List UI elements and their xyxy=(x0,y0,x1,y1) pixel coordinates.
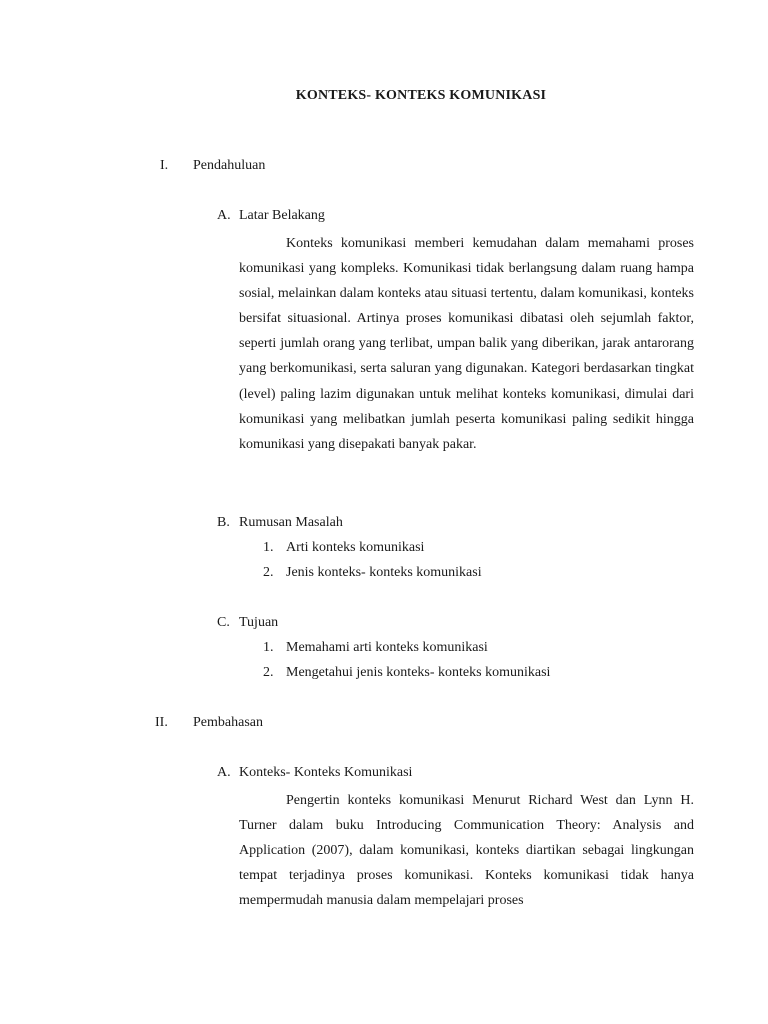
section-2-heading: Pembahasan xyxy=(193,715,263,730)
konteks-komunikasi-paragraph: Pengertin konteks komunikasi Menurut Richard West dan Lynn H. Turner dalam buku Introducing Communication Theory: Analysis and Application (2007), dalam komunikasi, konteks diartikan sebagai lingkungan tempat terjadinya proses komunikasi. Konteks komunikasi tidak hanya mempermudah manusia dalam mempelajari proses xyxy=(239,793,694,909)
subsection-2a-heading: Konteks- Konteks Komunikasi xyxy=(239,765,413,780)
list-item: Arti konteks komunikasi xyxy=(286,540,425,555)
latar-belakang-paragraph: Konteks komunikasi memberi kemudahan dalam memahami proses komunikasi yang kompleks. Komunikasi tidak berlangsung dalam ruang hampa sosial, melainkan dalam konteks atau situasi tertentu, dalam komunikasi, konteks bersifat situasional. Artinya proses komunikasi dibatasi oleh sejumlah faktor, seperti jumlah orang yang terlibat, umpan balik yang diberikan, jarak antarorang yang berkomunikasi, serta saluran yang digunakan. Kategori berdasarkan tingkat (level) paling lazim digunakan untuk melihat konteks komunikasi, dimulai dari komunikasi yang melibatkan jumlah peserta komunikasi paling sedikit hingga komunikasi yang disepakati banyak pakar. xyxy=(239,236,694,452)
section-1-heading: Pendahuluan xyxy=(193,158,266,173)
subsection-2a-letter: A. xyxy=(217,765,231,780)
list-item-number: 1. xyxy=(263,640,274,655)
list-item-number: 2. xyxy=(263,665,274,680)
list-item: Memahami arti konteks komunikasi xyxy=(286,640,488,655)
subsection-1a-heading: Latar Belakang xyxy=(239,208,325,223)
section-1-numeral: I. xyxy=(160,158,169,173)
subsection-1b-heading: Rumusan Masalah xyxy=(239,515,343,530)
subsection-1c-heading: Tujuan xyxy=(239,615,279,630)
subsection-1c-letter: C. xyxy=(217,615,230,630)
subsection-1a-letter: A. xyxy=(217,208,231,223)
list-item-number: 1. xyxy=(263,540,274,555)
list-item: Mengetahui jenis konteks- konteks komunikasi xyxy=(286,665,551,680)
subsection-1b-letter: B. xyxy=(217,515,230,530)
list-item-number: 2. xyxy=(263,565,274,580)
section-2-numeral: II. xyxy=(155,715,168,730)
document-title: KONTEKS- KONTEKS KOMUNIKASI xyxy=(295,88,547,103)
list-item: Jenis konteks- konteks komunikasi xyxy=(286,565,482,580)
